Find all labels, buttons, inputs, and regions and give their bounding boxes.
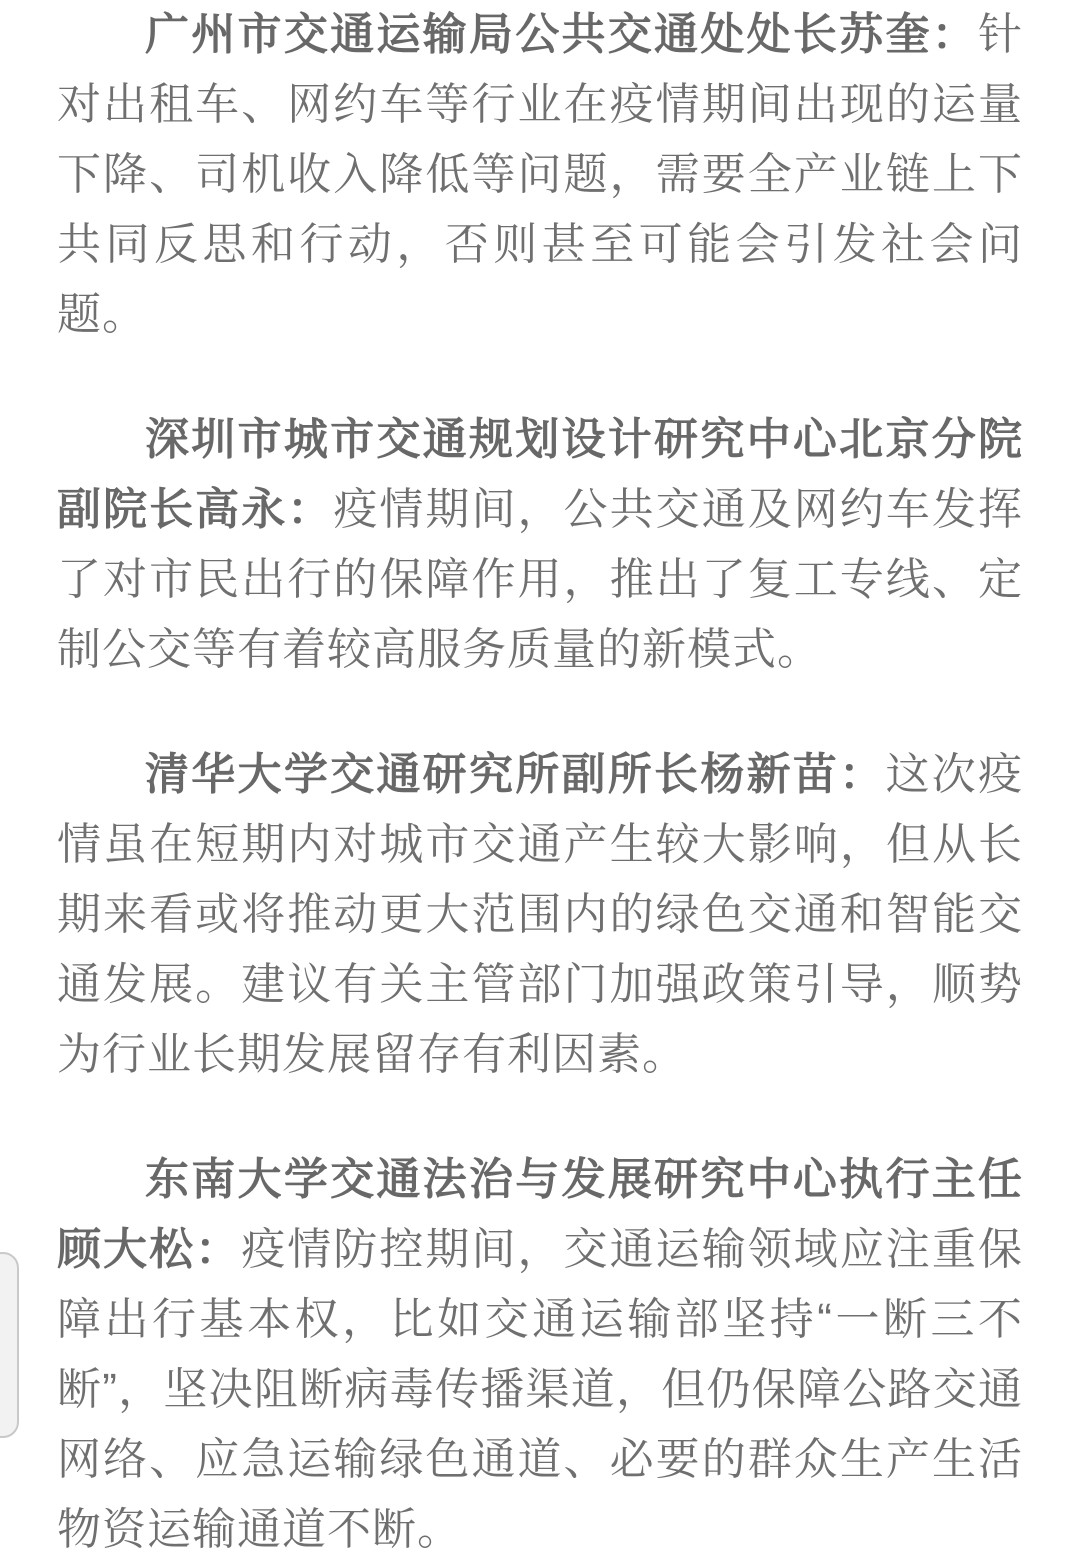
edge-panel-handle[interactable] [0, 1252, 19, 1438]
paragraph-southeast-quote [57, 1145, 1023, 1565]
speaker-name: 清华大学交通研究所副所长杨新苗： [145, 750, 886, 799]
speaker-name: 深圳市城市交通规划设计研究中心北京分院副院长高永： [57, 415, 1023, 534]
speaker-statement: 这次疫情虽在短期内对城市交通产生较大影响，但从长期来看或将推动更大范围内的绿色交通和智能交通发展。建议有关主管部门加强政策引导，顺势为行业长期发展留存有利因素。 [57, 750, 1024, 1079]
paragraph-shenzhen-quote [57, 405, 1023, 685]
speaker-name: 广州市交通运输局公共交通处处长苏奎： [145, 10, 978, 59]
speaker-statement: 针对出租车、网约车等行业在疫情期间出现的运量下降、司机收入降低等问题，需要全产业链上下共同反思和行动，否则甚至可能会引发社会问题。 [57, 10, 1023, 339]
speaker-statement: 疫情期间，公共交通及网约车发挥了对市民出行的保障作用，推出了复工专线、定制公交等有着较高服务质量的新模式。 [57, 485, 1024, 674]
speaker-name: 东南大学交通法治与发展研究中心执行主任顾大松： [57, 1155, 1023, 1274]
paragraph-tsinghua-quote [57, 740, 1023, 1090]
speaker-statement: 疫情防控期间，交通运输领域应注重保障出行基本权，比如交通运输部坚持“一断三不断”，坚决阻断病毒传播渠道，但仍保障公路交通网络、应急运输绿色通道、必要的群众生产生活物资运输通道不断。 [57, 1225, 1024, 1554]
paragraph-guangzhou-quote [57, 0, 1023, 350]
